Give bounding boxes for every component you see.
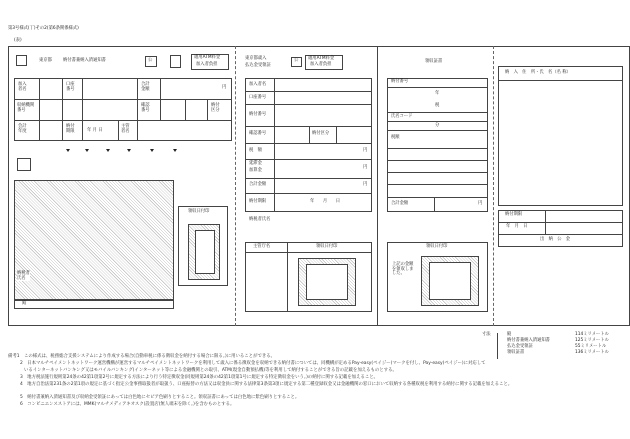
ocr-mark — [66, 149, 70, 152]
part1-mark-square — [17, 158, 31, 171]
part1-dept: 東京都 — [39, 58, 52, 63]
ocr-mark — [85, 149, 89, 152]
part1-account-label: 口座 番号 — [66, 82, 75, 92]
grid-line — [160, 78, 161, 120]
grid-line — [336, 126, 337, 143]
grid-line — [387, 148, 488, 149]
dimension-row-value: 136ミリメートル — [575, 350, 609, 355]
part3-minute: 分 — [435, 123, 440, 128]
part2-ko: 公 — [294, 58, 299, 63]
part1-accounting-label: 会計 年度 — [18, 124, 27, 134]
part2-stamp-inner — [306, 264, 348, 300]
note-line: 3 地方税法施行規則第24条の42第1項第2号に規定する方法により行う特定徴収金(同規則第24条の42第1項第1号に規定する特定徴収金をいう。)の納付に関する記載を加えること。 — [20, 375, 379, 380]
corner-mark-top-left — [16, 55, 27, 66]
note-line: 4 地方自治法第231条の2第1項の規定に基づく指定公金事務取扱者が取扱う、口座振替の方法又は収金員に関する法律第3条第3項に規定する第二種登録収金又は金融機関の窓口において収納する各種収税を利用する納付に関する記載を加えること。 — [20, 382, 513, 387]
grid-line — [497, 333, 498, 359]
part1-stamp-inner — [195, 230, 215, 274]
part1-atm-label-1: 適用ATM料金 — [194, 55, 221, 60]
part3-total: 合計金額 — [391, 201, 409, 206]
part2-title-2: 払込金受領証 — [245, 63, 271, 68]
perforation-3 — [493, 46, 494, 326]
ocr-mark — [127, 149, 131, 152]
part3-name-code: 氏名コード — [391, 114, 413, 119]
part1-hatched-area — [14, 180, 174, 300]
note-line: いるインターネットバンキング又はモバイルバンキング(インターネット等による金融機関との取引、ATM(現金自動預払機)等を利用して納付することができる旨の記載を加えるものとする。 — [24, 368, 397, 373]
part1-payer-label: 加入 者名 — [18, 82, 27, 92]
part1-category-label: 納付 区分 — [211, 103, 220, 113]
grid-line — [387, 87, 488, 88]
grid-line — [387, 112, 488, 113]
part2-delay-label-1: 延滞金 — [249, 161, 262, 166]
part3-title: 領収証書 — [425, 59, 443, 64]
dimension-row-name: 縦 — [507, 332, 512, 337]
part2-atm-label-1: 適用ATM料金 — [308, 56, 335, 61]
part1-payer-name-label: 納税者 氏名 — [17, 271, 30, 281]
part2-tax-label: 税 額 — [249, 148, 262, 153]
grid-line — [274, 78, 275, 212]
part3-stamp-inner — [429, 262, 471, 300]
part4-deadline: 納付期限 — [505, 212, 523, 217]
part2-stamp-label: 領収日付印 — [316, 244, 338, 249]
grid-line — [39, 78, 40, 141]
note-line: 備考1 この様式は、税務総合支援システムにより作成する場合(自動車税に係る徴収金を納付する場合に限る。)に用いることができる。 — [8, 354, 276, 359]
dimension-row-name: 領収証書 — [507, 350, 525, 355]
note-line: 5 納付書兼納入済通知書及び収納金受領証にあっては白色地にセピア色刷りとすること。領収証書にあっては白色地に紫色刷りとすること。 — [20, 395, 300, 400]
dimensions-label: 寸法 — [482, 332, 491, 337]
part2-manager-label: 主管庁名 — [253, 244, 271, 249]
grid-line — [545, 210, 546, 234]
part1-deadline-label: 納付 期限 — [66, 124, 75, 134]
grid-line — [498, 80, 623, 81]
dimension-row-name: 納付書兼納入済通知書 — [507, 338, 550, 343]
grid-line — [498, 234, 623, 235]
grid-line — [82, 120, 83, 141]
part4-dept: 出 納 公 金 — [540, 237, 571, 242]
note-line: 6 コンビニエンスストアには、MMK(マルチメディアキオスク)設置店(無人端末を除く。)を含むものとする。 — [20, 402, 235, 407]
dimension-row-value: 114ミリメートル — [575, 332, 609, 337]
part3-number-label: 納付番号 — [391, 79, 409, 84]
dimension-row-name: 払込金受領証 — [507, 344, 533, 349]
part1-stamp-label: 領収日付印 — [188, 209, 210, 214]
part1-date-marks: 年 月 日 — [87, 128, 103, 133]
part2-account-label: 口座番号 — [249, 95, 267, 100]
part3-note: 上記の金額を領収しました。 — [392, 262, 414, 277]
perforation-1 — [235, 46, 236, 326]
part3-stamp-label: 領収日付印 — [426, 244, 448, 249]
grid-line — [309, 126, 310, 143]
part4-ymd: 年 月 日 — [506, 224, 528, 229]
grid-line — [387, 184, 488, 185]
form-number: 第3号様式(丁)その2(第6条関係様式) — [8, 26, 79, 31]
form-side-label: (表) — [14, 38, 22, 43]
part2-deadline-label: 納付期限 — [249, 199, 267, 204]
grid-line — [118, 120, 119, 141]
grid-line — [14, 120, 232, 121]
grid-line — [387, 160, 488, 161]
grid-line — [245, 104, 372, 105]
ocr-mark — [150, 149, 154, 152]
part1-yen: 円 — [222, 85, 227, 90]
grid-line — [245, 91, 372, 92]
part2-atm-label-2: 加入者負担 — [310, 62, 332, 67]
part2-name-label: 納税者氏名 — [249, 217, 271, 222]
grid-line — [185, 99, 186, 120]
part2-yen-2: 円 — [363, 165, 368, 170]
grid-line — [245, 178, 372, 179]
part2-ymd: 年 月 日 — [310, 199, 341, 204]
part2-category-label: 納付区分 — [312, 131, 330, 136]
grid-line — [82, 78, 83, 120]
part2-delay-label-2: 加算金 — [249, 168, 262, 173]
part2-confirm-label: 確認番号 — [249, 131, 267, 136]
part1-ko: 公 — [148, 58, 153, 63]
grid-line — [387, 172, 488, 173]
part1-agency-label: 収納機関 番号 — [17, 103, 35, 113]
part1-manager-label: 主管 者名 — [121, 124, 130, 134]
ocr-mark — [173, 149, 177, 152]
ocr-mark — [106, 149, 110, 152]
separator-2 — [377, 46, 378, 326]
part3-grid — [387, 78, 488, 212]
grid-line — [387, 130, 488, 131]
part4-address-box — [498, 66, 623, 206]
grid-line — [245, 193, 372, 194]
part3-tax-amount: 税額 — [391, 135, 400, 140]
part2-yen-1: 円 — [363, 148, 368, 153]
part2-total-label: 合計金額 — [249, 182, 267, 187]
grid-line — [62, 78, 63, 141]
part2-title-1: 東京都歳入 — [245, 56, 267, 61]
grid-line — [245, 143, 372, 144]
part2-number-label: 納付番号 — [249, 112, 267, 117]
grid-line — [498, 222, 623, 223]
grid-line — [245, 252, 372, 253]
grid-line — [137, 120, 138, 141]
note-line: 2 日本マルチペイメントネットワーク運営機構が運営するマルチペイメントネットワークを利用して歳入に係る徴収金を収納できる納付書については、同機構が定めるPay-easy(ペイジー)マークを付し、Pay-easy(ペイジー)に対応して — [20, 361, 486, 366]
part1-atm-label-2: 加入者負担 — [196, 62, 218, 67]
grid-line — [137, 78, 138, 120]
part1-check-square — [170, 55, 181, 68]
grid-line — [387, 197, 488, 198]
grid-line — [387, 121, 488, 122]
part2-payer-label: 加入者名 — [249, 82, 267, 87]
part1-confirm-label: 確認 番号 — [141, 103, 150, 113]
part1-bottom-strip — [14, 300, 174, 309]
dimension-row-value: 125ミリメートル — [575, 338, 609, 343]
grid-line — [207, 99, 208, 120]
grid-line — [14, 99, 232, 100]
part3-tax: 税 — [435, 103, 440, 108]
part1-title: 納付書兼納入済通知書 — [63, 58, 106, 63]
part1-total-label: 合計 金額 — [141, 82, 150, 92]
part3-year: 年 — [435, 91, 440, 96]
part2-yen-3: 円 — [363, 182, 368, 187]
dimension-row-value: 55ミリメートル — [575, 344, 607, 349]
grid-line — [434, 197, 435, 212]
grid-line — [245, 159, 372, 160]
part3-yen: 円 — [478, 201, 483, 206]
part4-title: 納 入 住 所・氏 名（名 称） — [505, 70, 571, 75]
part1-dmy: 殿 — [22, 301, 27, 306]
